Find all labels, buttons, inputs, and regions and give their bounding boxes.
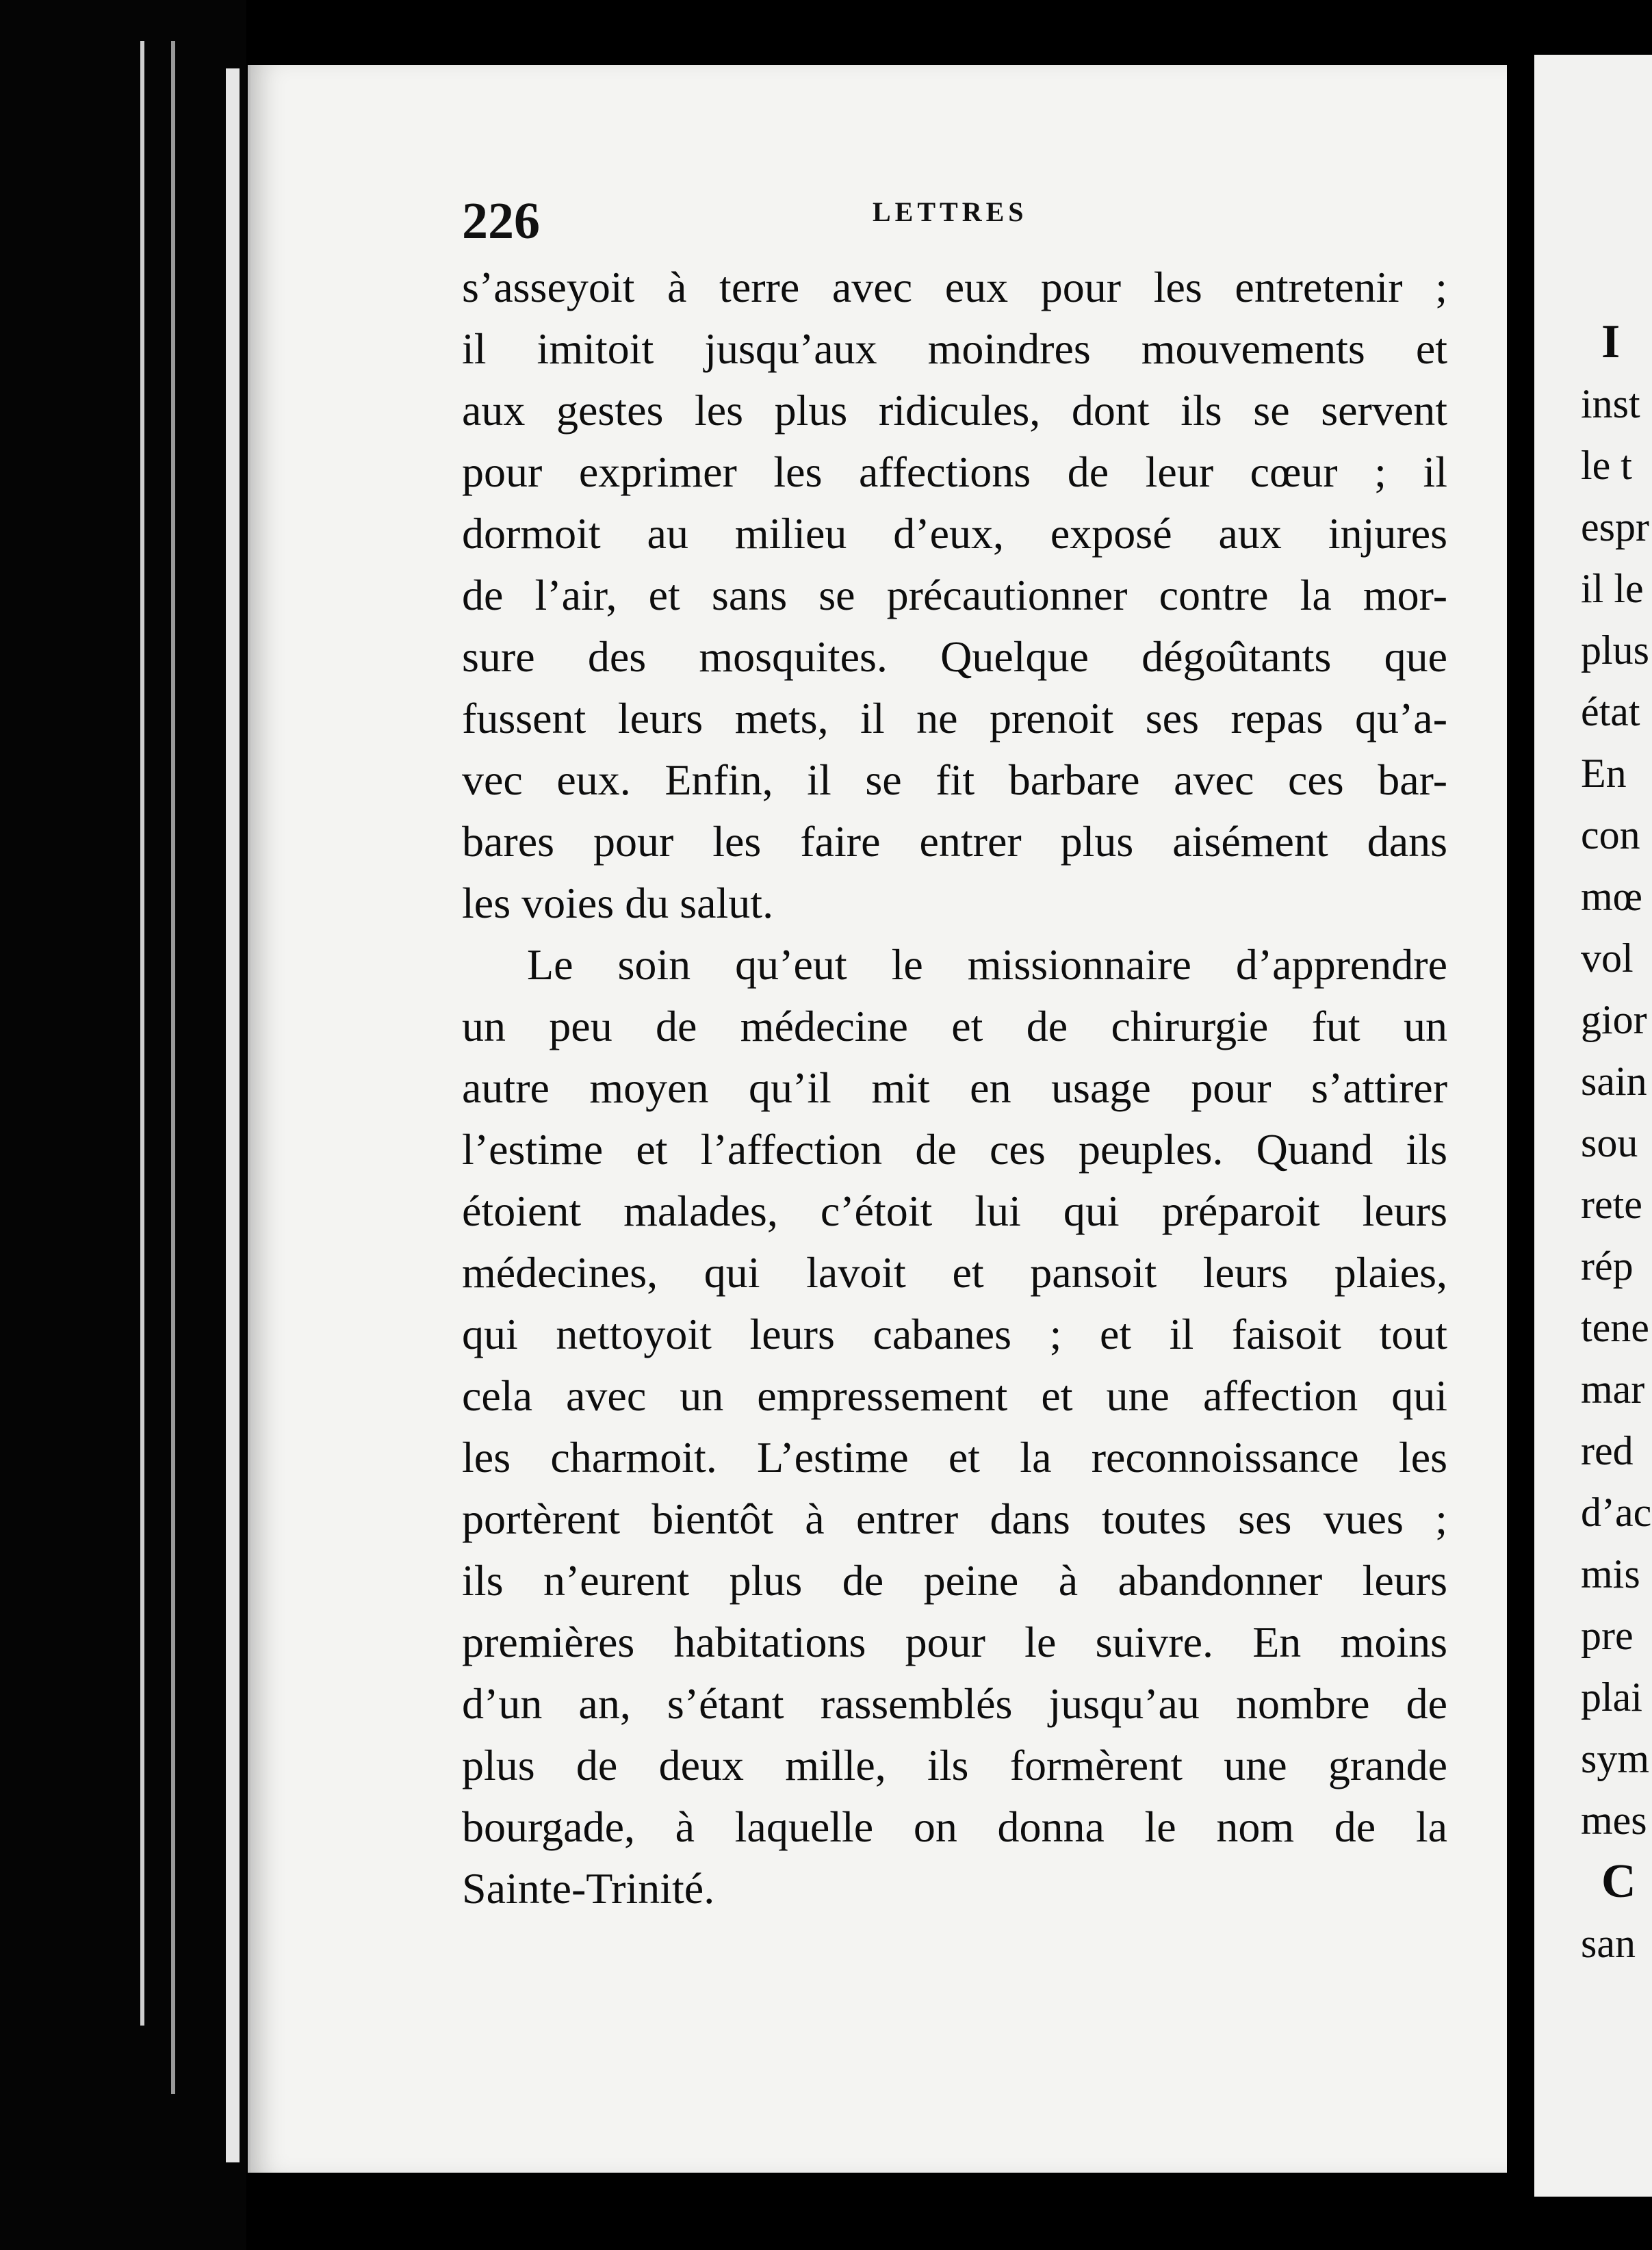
facing-line: plus xyxy=(1581,628,1650,673)
facing-line: plai xyxy=(1581,1674,1642,1720)
text-line: s’asseyoit à terre avec eux pour les entretenir ; xyxy=(462,263,1447,311)
text-line: plus de deux mille, ils formèrent une grande xyxy=(462,1741,1447,1789)
facing-line: rép xyxy=(1581,1243,1634,1289)
text-line: les charmoit. L’estime et la reconnoissance les xyxy=(462,1433,1447,1482)
text-line: d’un an, s’étant rassemblés jusqu’au nombre de xyxy=(462,1679,1447,1728)
facing-line: En xyxy=(1581,751,1627,796)
facing-line: sym xyxy=(1581,1736,1650,1781)
text-line: qui nettoyoit leurs cabanes ; et il faisoit tout xyxy=(462,1310,1447,1358)
text-line: ils n’eurent plus de peine à abandonner leurs xyxy=(462,1556,1447,1605)
facing-line: mar xyxy=(1581,1367,1645,1412)
facing-line: mes xyxy=(1581,1798,1647,1843)
facing-line: mis xyxy=(1581,1551,1640,1596)
facing-line: état xyxy=(1581,689,1640,734)
facing-line: san xyxy=(1581,1921,1636,1966)
text-line: autre moyen qu’il mit en usage pour s’attirer xyxy=(462,1063,1447,1112)
text-line: il imitoit jusqu’aux moindres mouvements et xyxy=(462,324,1447,373)
page-number: 226 xyxy=(462,192,540,250)
facing-line: sain xyxy=(1581,1059,1647,1104)
text-line: fussent leurs mets, il ne prenoit ses repas qu’a- xyxy=(462,694,1447,742)
text-line: vec eux. Enfin, il se fit barbare avec ces bar- xyxy=(462,755,1447,804)
page-edge xyxy=(226,68,240,2162)
spine-edge-line xyxy=(140,41,144,2026)
facing-line: con xyxy=(1581,812,1640,857)
facing-line: tene xyxy=(1581,1305,1649,1350)
text-line: Le soin qu’eut le missionnaire d’apprendre xyxy=(527,940,1447,989)
text-line: de l’air, et sans se précautionner contre la mor- xyxy=(462,571,1447,619)
facing-line: sou xyxy=(1581,1120,1638,1165)
facing-line: espr xyxy=(1581,504,1649,549)
facing-line: d’ac xyxy=(1581,1490,1652,1535)
text-line: sure des mosquites. Quelque dégoûtants que xyxy=(462,632,1447,681)
text-line: aux gestes les plus ridicules, dont ils se servent xyxy=(462,386,1447,435)
text-line: premières habitations pour le suivre. En moins xyxy=(462,1618,1447,1666)
text-line: bares pour les faire entrer plus aisément dans xyxy=(462,817,1447,866)
text-line: les voies du salut. xyxy=(462,879,774,927)
text-line: un peu de médecine et de chirurgie fut un xyxy=(462,1002,1447,1050)
text-line: cela avec un empressement et une affection qui xyxy=(462,1371,1447,1420)
book-spine-shadow xyxy=(0,0,246,2250)
text-line: médecines, qui lavoit et pansoit leurs plaies, xyxy=(462,1248,1447,1297)
facing-line: gior xyxy=(1581,997,1647,1042)
text-line: bourgade, à laquelle on donna le nom de la xyxy=(462,1802,1447,1851)
facing-line: le t xyxy=(1581,443,1632,488)
facing-page-text xyxy=(1581,311,1652,1974)
text-line: pour exprimer les affections de leur cœur ; il xyxy=(462,448,1447,496)
facing-line: mœ xyxy=(1581,874,1642,919)
text-line: étoient malades, c’étoit lui qui préparoit leurs xyxy=(462,1187,1447,1235)
text-line: portèrent bientôt à entrer dans toutes ses vues ; xyxy=(462,1495,1447,1543)
page-header xyxy=(462,192,1447,250)
facing-line: vol xyxy=(1581,935,1634,981)
facing-line: pre xyxy=(1581,1613,1634,1658)
facing-line: rete xyxy=(1581,1182,1642,1227)
text-line: Sainte-Trinité. xyxy=(462,1864,715,1913)
facing-line: il le xyxy=(1581,566,1644,611)
facing-line: inst xyxy=(1581,381,1640,426)
text-line: dormoit au milieu d’eux, exposé aux injures xyxy=(462,509,1447,558)
facing-line: C xyxy=(1601,1855,1636,1908)
text-line: l’estime et l’affection de ces peuples. Quand ils xyxy=(462,1125,1447,1174)
facing-line: I xyxy=(1601,315,1621,368)
facing-page xyxy=(1534,55,1652,2197)
body-text xyxy=(462,257,1447,1919)
facing-line: red xyxy=(1581,1428,1634,1473)
gutter xyxy=(1507,0,1534,2250)
spine-edge-line xyxy=(171,41,175,2094)
running-title: LETTRES xyxy=(873,196,1028,227)
